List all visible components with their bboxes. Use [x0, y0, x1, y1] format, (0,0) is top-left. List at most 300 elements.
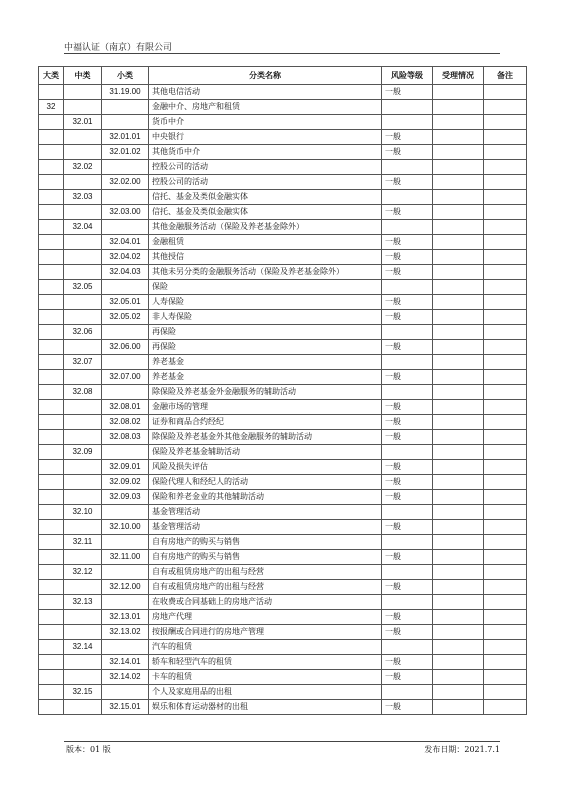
table-row [39, 355, 527, 370]
cell-small-class [102, 385, 149, 400]
cell-small-class: 32.04.03 [102, 265, 149, 280]
cell-risk-level [382, 685, 433, 700]
cell-category-name: 保险 [149, 280, 382, 295]
cell-risk-level [382, 595, 433, 610]
cell-acceptance [433, 580, 484, 595]
cell-big-class [39, 415, 64, 430]
cell-remarks [484, 550, 527, 565]
cell-category-name: 非人寿保险 [149, 310, 382, 325]
cell-remarks [484, 640, 527, 655]
col-header-acceptance: 受理情况 [433, 67, 484, 85]
cell-risk-level: 一般 [382, 655, 433, 670]
cell-mid-class: 32.09 [64, 445, 102, 460]
cell-category-name: 保险及养老基金辅助活动 [149, 445, 382, 460]
cell-big-class [39, 355, 64, 370]
cell-category-name: 保险代理人和经纪人的活动 [149, 475, 382, 490]
col-header-small: 小类 [102, 67, 149, 85]
cell-small-class [102, 535, 149, 550]
cell-remarks [484, 190, 527, 205]
cell-acceptance [433, 475, 484, 490]
cell-big-class [39, 175, 64, 190]
cell-category-name: 其他电信活动 [149, 85, 382, 100]
table-row [39, 655, 527, 670]
cell-small-class: 31.19.00 [102, 85, 149, 100]
cell-acceptance [433, 115, 484, 130]
cell-mid-class [64, 205, 102, 220]
table-row [39, 625, 527, 640]
cell-category-name: 基金管理活动 [149, 505, 382, 520]
cell-small-class: 32.11.00 [102, 550, 149, 565]
cell-remarks [484, 700, 527, 715]
cell-small-class: 32.08.01 [102, 400, 149, 415]
cell-mid-class [64, 250, 102, 265]
cell-risk-level [382, 220, 433, 235]
cell-remarks [484, 340, 527, 355]
cell-acceptance [433, 85, 484, 100]
table-row [39, 310, 527, 325]
cell-risk-level: 一般 [382, 175, 433, 190]
cell-category-name: 个人及家庭用品的出租 [149, 685, 382, 700]
cell-risk-level: 一般 [382, 145, 433, 160]
cell-risk-level [382, 640, 433, 655]
cell-risk-level: 一般 [382, 610, 433, 625]
cell-mid-class [64, 415, 102, 430]
cell-acceptance [433, 625, 484, 640]
classification-table [38, 66, 527, 715]
cell-small-class [102, 445, 149, 460]
cell-small-class: 32.04.01 [102, 235, 149, 250]
cell-big-class [39, 670, 64, 685]
cell-big-class [39, 235, 64, 250]
cell-category-name: 其他授信 [149, 250, 382, 265]
cell-remarks [484, 250, 527, 265]
cell-acceptance [433, 460, 484, 475]
cell-acceptance [433, 655, 484, 670]
cell-mid-class [64, 550, 102, 565]
cell-category-name: 养老基金 [149, 355, 382, 370]
cell-mid-class [64, 625, 102, 640]
cell-big-class [39, 505, 64, 520]
table-row [39, 280, 527, 295]
cell-category-name: 金融租赁 [149, 235, 382, 250]
cell-risk-level: 一般 [382, 340, 433, 355]
cell-acceptance [433, 325, 484, 340]
cell-small-class: 32.09.01 [102, 460, 149, 475]
table-row [39, 490, 527, 505]
cell-acceptance [433, 685, 484, 700]
cell-small-class: 32.05.02 [102, 310, 149, 325]
cell-remarks [484, 475, 527, 490]
cell-risk-level [382, 325, 433, 340]
table-row [39, 295, 527, 310]
cell-acceptance [433, 430, 484, 445]
cell-big-class [39, 445, 64, 460]
cell-mid-class [64, 340, 102, 355]
cell-acceptance [433, 670, 484, 685]
cell-big-class [39, 565, 64, 580]
table-row [39, 520, 527, 535]
cell-acceptance [433, 130, 484, 145]
cell-remarks [484, 280, 527, 295]
cell-risk-level: 一般 [382, 460, 433, 475]
cell-acceptance [433, 550, 484, 565]
cell-remarks [484, 175, 527, 190]
table-row [39, 130, 527, 145]
cell-mid-class [64, 460, 102, 475]
cell-category-name: 按报酬或合同进行的房地产管理 [149, 625, 382, 640]
cell-mid-class [64, 175, 102, 190]
cell-risk-level [382, 190, 433, 205]
cell-mid-class [64, 670, 102, 685]
cell-risk-level [382, 535, 433, 550]
cell-risk-level: 一般 [382, 475, 433, 490]
cell-remarks [484, 145, 527, 160]
cell-remarks [484, 625, 527, 640]
cell-acceptance [433, 235, 484, 250]
cell-remarks [484, 610, 527, 625]
table-row [39, 670, 527, 685]
cell-mid-class [64, 520, 102, 535]
cell-big-class [39, 640, 64, 655]
col-header-remarks: 备注 [484, 67, 527, 85]
table-row [39, 190, 527, 205]
cell-big-class [39, 400, 64, 415]
cell-risk-level: 一般 [382, 250, 433, 265]
cell-small-class [102, 355, 149, 370]
cell-small-class [102, 220, 149, 235]
cell-remarks [484, 580, 527, 595]
table-row [39, 700, 527, 715]
cell-mid-class [64, 655, 102, 670]
cell-category-name: 信托、基金及类似金融实体 [149, 205, 382, 220]
cell-remarks [484, 265, 527, 280]
cell-mid-class: 32.11 [64, 535, 102, 550]
table-row [39, 565, 527, 580]
cell-big-class [39, 205, 64, 220]
cell-mid-class [64, 370, 102, 385]
cell-small-class: 32.05.01 [102, 295, 149, 310]
cell-category-name: 风险及损失评估 [149, 460, 382, 475]
cell-acceptance [433, 355, 484, 370]
header-divider [64, 53, 500, 54]
cell-risk-level [382, 445, 433, 460]
table-row [39, 505, 527, 520]
cell-acceptance [433, 250, 484, 265]
cell-remarks [484, 100, 527, 115]
cell-category-name: 除保险及养老基金外其他金融服务的辅助活动 [149, 430, 382, 445]
cell-category-name: 轿车和轻型汽车的租赁 [149, 655, 382, 670]
cell-risk-level [382, 355, 433, 370]
cell-risk-level: 一般 [382, 265, 433, 280]
cell-small-class: 32.10.00 [102, 520, 149, 535]
cell-category-name: 除保险及养老基金外金融服务的辅助活动 [149, 385, 382, 400]
cell-risk-level: 一般 [382, 430, 433, 445]
cell-big-class [39, 265, 64, 280]
table-row [39, 235, 527, 250]
cell-remarks [484, 400, 527, 415]
cell-acceptance [433, 520, 484, 535]
cell-small-class [102, 595, 149, 610]
cell-acceptance [433, 280, 484, 295]
table-row [39, 610, 527, 625]
table-row [39, 475, 527, 490]
cell-mid-class [64, 265, 102, 280]
cell-acceptance [433, 145, 484, 160]
cell-big-class [39, 595, 64, 610]
cell-small-class [102, 160, 149, 175]
cell-mid-class: 32.15 [64, 685, 102, 700]
cell-big-class [39, 295, 64, 310]
cell-big-class [39, 130, 64, 145]
table-row [39, 340, 527, 355]
cell-mid-class [64, 700, 102, 715]
table-row [39, 250, 527, 265]
cell-category-name: 再保险 [149, 340, 382, 355]
footer-divider [64, 741, 500, 742]
cell-big-class [39, 655, 64, 670]
cell-mid-class: 32.13 [64, 595, 102, 610]
cell-risk-level: 一般 [382, 400, 433, 415]
table-row [39, 595, 527, 610]
cell-big-class [39, 685, 64, 700]
cell-mid-class: 32.02 [64, 160, 102, 175]
cell-remarks [484, 520, 527, 535]
cell-remarks [484, 325, 527, 340]
table-row [39, 400, 527, 415]
cell-small-class: 32.13.01 [102, 610, 149, 625]
cell-big-class [39, 625, 64, 640]
table-row [39, 685, 527, 700]
cell-remarks [484, 355, 527, 370]
cell-big-class [39, 550, 64, 565]
cell-category-name: 自有或租赁房地产的出租与经营 [149, 565, 382, 580]
cell-category-name: 其他货币中介 [149, 145, 382, 160]
cell-category-name: 养老基金 [149, 370, 382, 385]
cell-risk-level [382, 505, 433, 520]
cell-mid-class: 32.05 [64, 280, 102, 295]
cell-big-class [39, 610, 64, 625]
cell-remarks [484, 685, 527, 700]
table-row [39, 205, 527, 220]
table-row [39, 580, 527, 595]
cell-remarks [484, 460, 527, 475]
cell-risk-level: 一般 [382, 205, 433, 220]
cell-small-class [102, 685, 149, 700]
cell-big-class [39, 580, 64, 595]
cell-category-name: 货币中介 [149, 115, 382, 130]
cell-acceptance [433, 205, 484, 220]
cell-small-class: 32.09.02 [102, 475, 149, 490]
cell-mid-class: 32.10 [64, 505, 102, 520]
cell-small-class: 32.08.02 [102, 415, 149, 430]
cell-big-class [39, 340, 64, 355]
cell-small-class [102, 505, 149, 520]
cell-mid-class [64, 310, 102, 325]
cell-remarks [484, 655, 527, 670]
cell-risk-level: 一般 [382, 490, 433, 505]
table-row [39, 445, 527, 460]
table-row [39, 220, 527, 235]
cell-remarks [484, 505, 527, 520]
release-date-label: 发布日期：2021.7.1 [424, 745, 500, 754]
cell-category-name: 再保险 [149, 325, 382, 340]
cell-category-name: 娱乐和体育运动器材的出租 [149, 700, 382, 715]
cell-category-name: 金融市场的管理 [149, 400, 382, 415]
cell-risk-level [382, 115, 433, 130]
cell-remarks [484, 295, 527, 310]
cell-risk-level: 一般 [382, 700, 433, 715]
table-row [39, 550, 527, 565]
cell-category-name: 保险和养老金业的其他辅助活动 [149, 490, 382, 505]
cell-category-name: 人寿保险 [149, 295, 382, 310]
table-row [39, 460, 527, 475]
cell-big-class [39, 250, 64, 265]
table-row [39, 385, 527, 400]
cell-category-name: 汽车的租赁 [149, 640, 382, 655]
cell-risk-level [382, 385, 433, 400]
cell-acceptance [433, 385, 484, 400]
cell-small-class [102, 565, 149, 580]
cell-risk-level: 一般 [382, 295, 433, 310]
table-row [39, 160, 527, 175]
cell-acceptance [433, 100, 484, 115]
cell-category-name: 自有或租赁房地产的出租与经营 [149, 580, 382, 595]
cell-mid-class [64, 430, 102, 445]
cell-remarks [484, 205, 527, 220]
cell-mid-class [64, 235, 102, 250]
cell-small-class: 32.15.01 [102, 700, 149, 715]
cell-category-name: 其他未另分类的金融服务活动（保险及养老基金除外） [149, 265, 382, 280]
cell-acceptance [433, 595, 484, 610]
cell-remarks [484, 115, 527, 130]
cell-small-class: 32.04.02 [102, 250, 149, 265]
cell-remarks [484, 535, 527, 550]
cell-mid-class: 32.01 [64, 115, 102, 130]
cell-remarks [484, 565, 527, 580]
cell-acceptance [433, 445, 484, 460]
cell-small-class: 32.12.00 [102, 580, 149, 595]
cell-remarks [484, 415, 527, 430]
cell-big-class [39, 190, 64, 205]
cell-mid-class: 32.03 [64, 190, 102, 205]
cell-risk-level: 一般 [382, 625, 433, 640]
cell-risk-level: 一般 [382, 580, 433, 595]
cell-category-name: 信托、基金及类似金融实体 [149, 190, 382, 205]
cell-acceptance [433, 310, 484, 325]
cell-acceptance [433, 370, 484, 385]
table-row [39, 100, 527, 115]
col-header-name: 分类名称 [149, 67, 382, 85]
cell-mid-class: 32.14 [64, 640, 102, 655]
cell-category-name: 基金管理活动 [149, 520, 382, 535]
cell-risk-level: 一般 [382, 130, 433, 145]
cell-big-class [39, 700, 64, 715]
cell-category-name: 在收费或合同基础上的房地产活动 [149, 595, 382, 610]
cell-acceptance [433, 400, 484, 415]
cell-small-class [102, 100, 149, 115]
cell-mid-class: 32.07 [64, 355, 102, 370]
col-header-risk: 风险等级 [382, 67, 433, 85]
cell-category-name: 自有房地产的购买与销售 [149, 550, 382, 565]
cell-small-class: 32.13.02 [102, 625, 149, 640]
cell-small-class: 32.03.00 [102, 205, 149, 220]
cell-small-class: 32.07.00 [102, 370, 149, 385]
cell-risk-level: 一般 [382, 310, 433, 325]
cell-small-class: 32.02.00 [102, 175, 149, 190]
cell-category-name: 自有房地产的购买与销售 [149, 535, 382, 550]
table-header-row [39, 67, 527, 85]
cell-small-class: 32.01.01 [102, 130, 149, 145]
cell-acceptance [433, 265, 484, 280]
cell-mid-class [64, 295, 102, 310]
cell-category-name: 其他金融服务活动（保险及养老基金除外） [149, 220, 382, 235]
cell-acceptance [433, 535, 484, 550]
cell-risk-level: 一般 [382, 235, 433, 250]
cell-risk-level: 一般 [382, 370, 433, 385]
table-body [39, 85, 527, 715]
table-row [39, 430, 527, 445]
cell-risk-level [382, 160, 433, 175]
cell-acceptance [433, 190, 484, 205]
cell-acceptance [433, 175, 484, 190]
cell-remarks [484, 490, 527, 505]
cell-small-class: 32.14.02 [102, 670, 149, 685]
cell-category-name: 控股公司的活动 [149, 160, 382, 175]
table-row [39, 265, 527, 280]
cell-small-class: 32.06.00 [102, 340, 149, 355]
cell-big-class [39, 490, 64, 505]
cell-acceptance [433, 160, 484, 175]
table-row [39, 325, 527, 340]
col-header-mid: 中类 [64, 67, 102, 85]
cell-acceptance [433, 640, 484, 655]
cell-big-class [39, 310, 64, 325]
cell-big-class [39, 325, 64, 340]
cell-big-class [39, 385, 64, 400]
cell-mid-class: 32.06 [64, 325, 102, 340]
cell-risk-level [382, 565, 433, 580]
cell-mid-class [64, 130, 102, 145]
cell-big-class: 32 [39, 100, 64, 115]
cell-category-name: 证券和商品合约经纪 [149, 415, 382, 430]
cell-acceptance [433, 505, 484, 520]
cell-mid-class [64, 145, 102, 160]
cell-risk-level: 一般 [382, 520, 433, 535]
cell-mid-class [64, 475, 102, 490]
cell-category-name: 金融中介、房地产和租赁 [149, 100, 382, 115]
table-row [39, 115, 527, 130]
cell-mid-class [64, 580, 102, 595]
cell-mid-class [64, 100, 102, 115]
cell-small-class: 32.01.02 [102, 145, 149, 160]
cell-mid-class [64, 610, 102, 625]
cell-big-class [39, 475, 64, 490]
cell-acceptance [433, 700, 484, 715]
cell-acceptance [433, 565, 484, 580]
table-row [39, 640, 527, 655]
cell-small-class [102, 325, 149, 340]
cell-risk-level: 一般 [382, 415, 433, 430]
cell-mid-class: 32.08 [64, 385, 102, 400]
cell-category-name: 房地产代理 [149, 610, 382, 625]
cell-risk-level: 一般 [382, 85, 433, 100]
cell-big-class [39, 85, 64, 100]
cell-mid-class [64, 400, 102, 415]
cell-big-class [39, 115, 64, 130]
cell-remarks [484, 670, 527, 685]
cell-mid-class [64, 490, 102, 505]
cell-risk-level [382, 100, 433, 115]
